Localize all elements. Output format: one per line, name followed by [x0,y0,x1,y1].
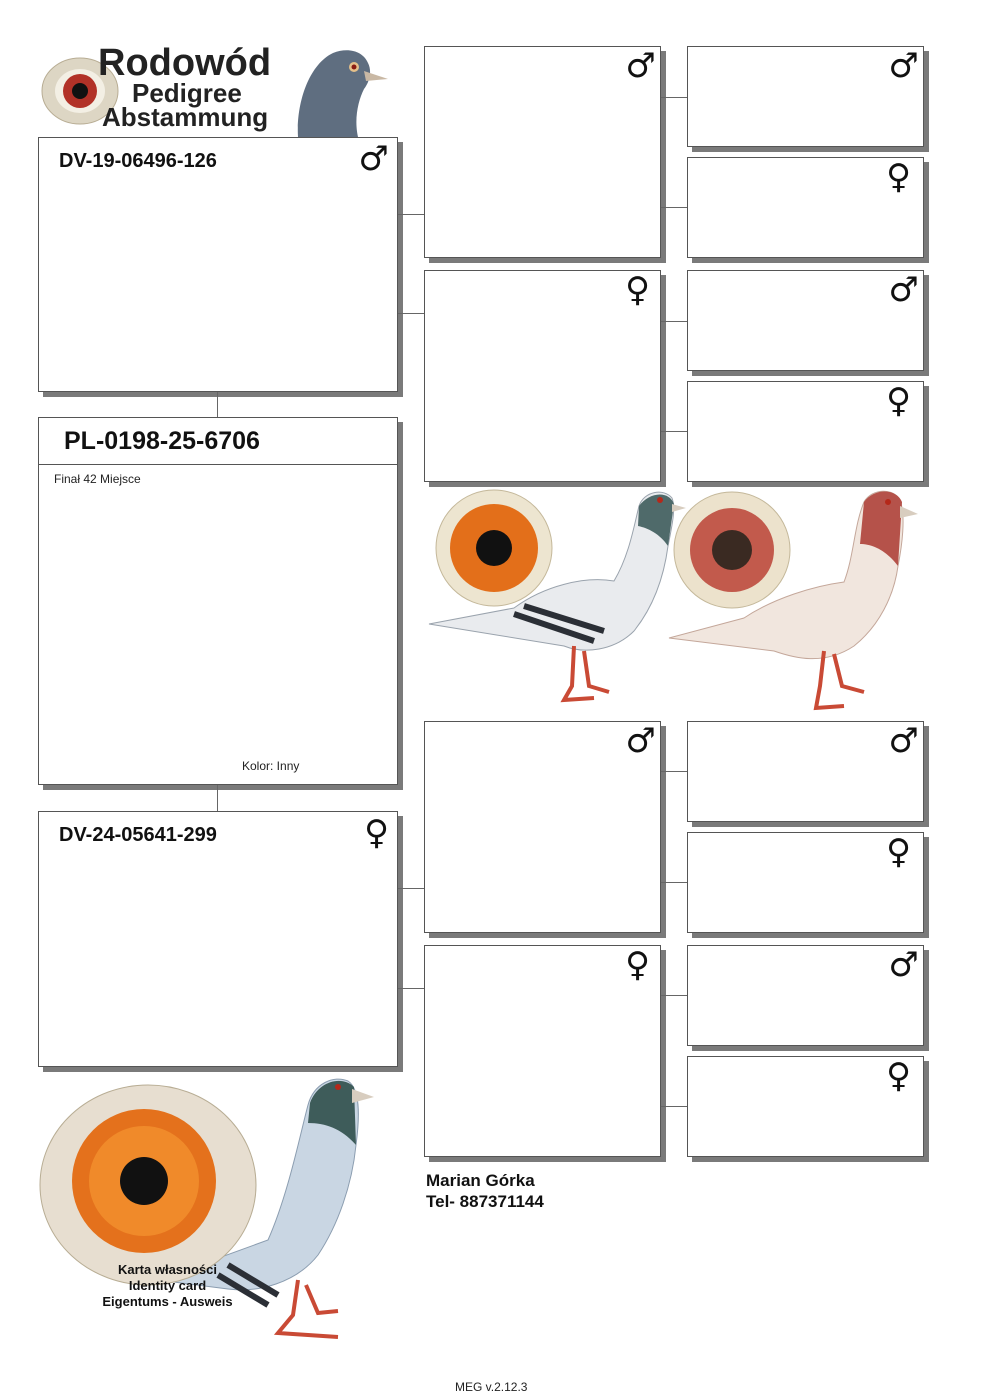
male-icon: ♂ [625,721,656,761]
great-grandparent-box[interactable] [687,721,924,822]
connector-line [217,785,218,811]
male-icon: ♂ [625,46,656,86]
pigeon-pair-illustration [424,486,924,716]
dam-ring-number: DV-24-05641-299 [59,824,217,846]
version-label: MEG v.2.12.3 [455,1380,528,1394]
main-bird-box[interactable] [38,417,398,785]
main-ring-number: PL-0198-25-6706 [64,427,260,455]
connector-line [661,97,687,98]
great-grandparent-box[interactable] [687,270,924,371]
connector-line [398,214,424,215]
identity-line-pl: Karta własności [118,1262,217,1277]
female-icon: ♀ [886,832,911,872]
female-icon: ♀ [364,813,389,853]
female-icon: ♀ [886,157,911,197]
male-icon: ♂ [888,46,919,86]
great-grandparent-box[interactable] [687,945,924,1046]
granddam-maternal-box[interactable] [424,945,661,1157]
connector-line [661,995,687,996]
male-icon: ♂ [888,270,919,310]
owner-info [426,1170,544,1212]
connector-line [398,988,424,989]
title-pedigree: Pedigree [132,78,242,108]
female-icon: ♀ [886,381,911,421]
great-grandparent-box[interactable] [687,832,924,933]
connector-line [398,313,424,314]
great-grandparent-box[interactable] [687,381,924,482]
main-header-divider [39,464,397,465]
connector-line [398,888,424,889]
female-icon: ♀ [886,1056,911,1096]
connector-line [661,207,687,208]
great-grandparent-box[interactable] [687,157,924,258]
main-color: Kolor: Inny [242,759,300,773]
identity-line-de: Eigentums - Ausweis [102,1294,233,1309]
connector-line [661,431,687,432]
great-grandparent-box[interactable] [687,46,924,147]
female-icon: ♀ [625,945,650,985]
connector-line [661,771,687,772]
grandsire-maternal-box[interactable] [424,721,661,933]
connector-line [661,321,687,322]
owner-phone: Tel- 887371144 [426,1192,544,1211]
sire-ring-number: DV-19-06496-126 [59,150,217,172]
title-rodowod: Rodowód [98,42,272,84]
granddam-paternal-box[interactable] [424,270,661,482]
title-abstammung: Abstammung [102,102,269,132]
identity-line-en: Identity card [128,1278,207,1293]
grandsire-paternal-box[interactable] [424,46,661,258]
male-icon: ♂ [358,139,389,179]
connector-line [661,1106,687,1107]
male-icon: ♂ [888,945,919,985]
sire-box[interactable] [38,137,398,392]
female-icon: ♀ [625,270,650,310]
connector-line [217,392,218,417]
dam-box[interactable] [38,811,398,1067]
connector-line [661,882,687,883]
owner-name: Marian Górka [426,1171,535,1190]
header-pigeon-icon [288,45,398,137]
male-icon: ♂ [888,721,919,761]
great-grandparent-box[interactable] [687,1056,924,1157]
identity-card-text [70,1262,265,1310]
main-note: Finał 42 Miejsce [54,472,141,486]
